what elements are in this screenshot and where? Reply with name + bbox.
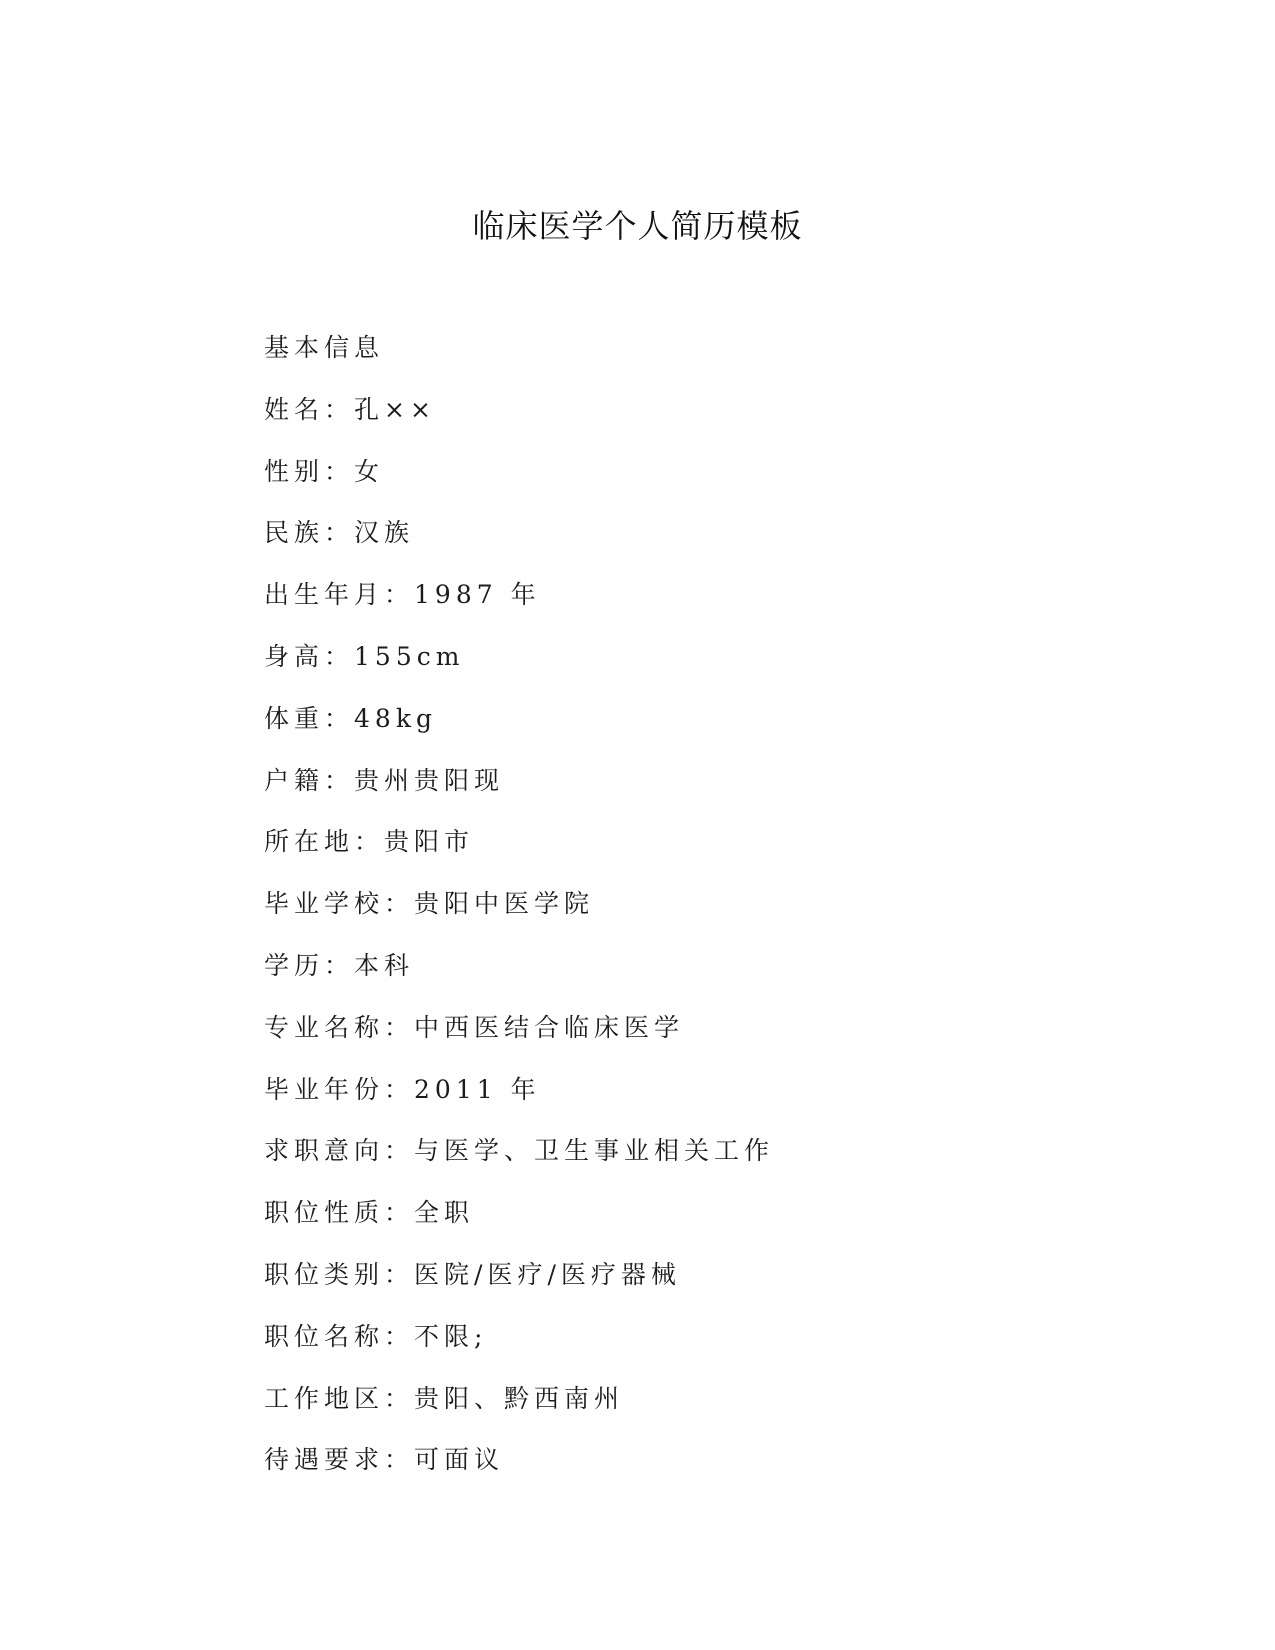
field-job-intention — [264, 1133, 1064, 1195]
field-label: 户籍： — [264, 765, 355, 795]
field-value: 汉族 — [354, 518, 415, 548]
field-job-category — [264, 1257, 1064, 1319]
field-label: 学历： — [264, 950, 355, 980]
field-label: 职位类别： — [264, 1259, 415, 1289]
field-value: 中西医结合临床医学 — [414, 1012, 685, 1042]
field-label: 待遇要求： — [264, 1445, 415, 1475]
field-household-registration — [264, 763, 1064, 825]
field-label: 出生年月： — [264, 580, 415, 610]
field-name — [264, 392, 1064, 454]
field-ethnicity — [264, 515, 1064, 577]
field-value: 贵阳、黔西南州 — [414, 1383, 625, 1413]
field-graduation-year — [264, 1072, 1064, 1134]
field-value: 贵阳中医学院 — [414, 889, 595, 919]
field-height — [264, 639, 1064, 701]
field-label: 身高： — [264, 641, 355, 671]
field-label: 职位性质： — [264, 1198, 415, 1228]
field-label: 毕业年份： — [264, 1074, 415, 1104]
field-label: 姓名： — [264, 394, 355, 424]
field-value: 女 — [354, 456, 385, 486]
field-job-nature — [264, 1195, 1064, 1257]
resume-body — [264, 330, 1064, 1504]
field-value: 2011 年 — [414, 1074, 541, 1104]
field-label: 求职意向： — [264, 1136, 415, 1166]
field-value: 与医学、卫生事业相关工作 — [414, 1136, 775, 1166]
field-school — [264, 886, 1064, 948]
field-label: 所在地： — [264, 827, 385, 857]
field-major — [264, 1010, 1064, 1072]
field-weight — [264, 701, 1064, 763]
field-label: 工作地区： — [264, 1383, 415, 1413]
section-heading: 基本信息 — [264, 333, 385, 362]
field-value: 1987 年 — [414, 580, 541, 610]
field-value: 全职 — [414, 1198, 475, 1228]
field-education — [264, 948, 1064, 1010]
field-value: 155cm — [354, 641, 465, 671]
field-gender — [264, 454, 1064, 516]
field-work-area — [264, 1381, 1064, 1443]
field-salary-requirement — [264, 1442, 1064, 1504]
field-value: 医院/医疗/医疗器械 — [414, 1259, 681, 1289]
field-birth-date — [264, 577, 1064, 639]
field-label: 毕业学校： — [264, 889, 415, 919]
field-label: 性别： — [264, 456, 355, 486]
field-label: 职位名称： — [264, 1321, 415, 1351]
field-location — [264, 824, 1064, 886]
field-value: 孔×× — [354, 394, 436, 424]
field-value: 贵州贵阳现 — [354, 765, 505, 795]
field-value: 48kg — [354, 703, 437, 733]
field-value: 不限; — [414, 1321, 488, 1351]
field-value: 可面议 — [414, 1445, 505, 1475]
document-title: 临床医学个人简历模板 — [472, 207, 803, 245]
field-job-title — [264, 1319, 1064, 1381]
field-value: 贵阳市 — [384, 827, 475, 857]
field-label: 专业名称： — [264, 1012, 415, 1042]
field-label: 体重： — [264, 703, 355, 733]
field-value: 本科 — [354, 950, 415, 980]
field-label: 民族： — [264, 518, 355, 548]
